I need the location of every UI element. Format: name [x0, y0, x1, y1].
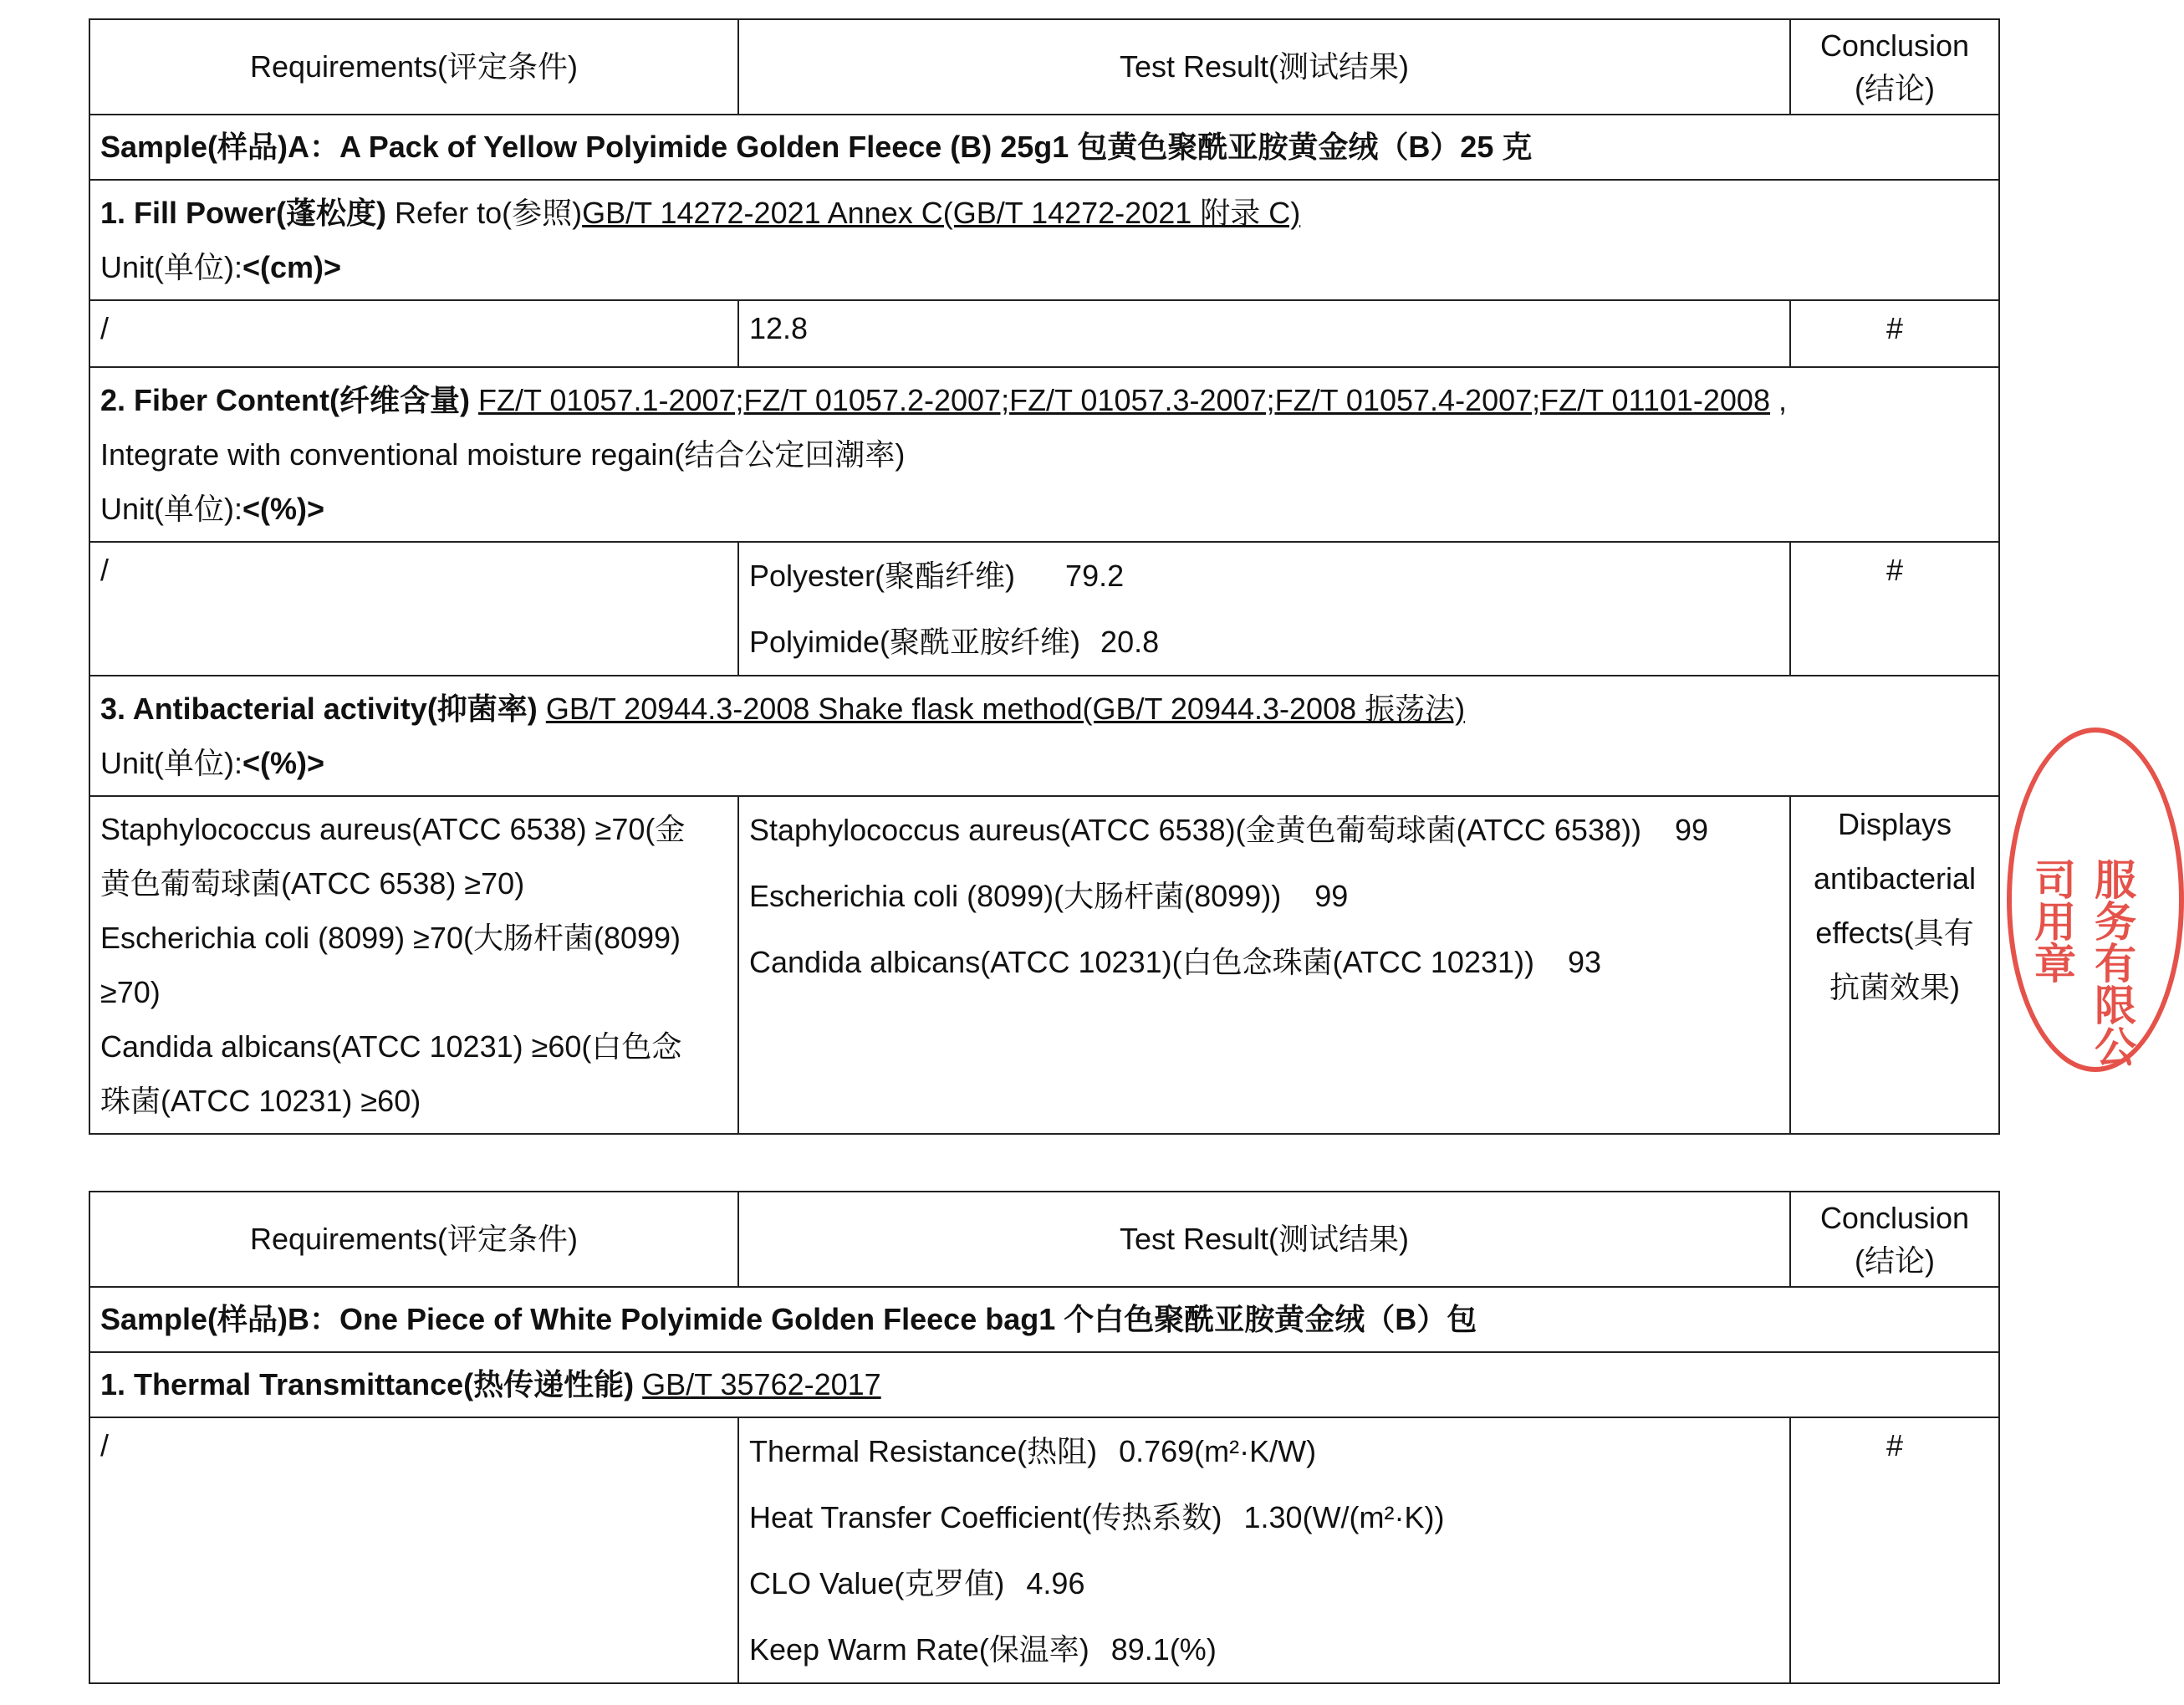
thermal-standard: GB/T 35762-2017 — [642, 1367, 881, 1401]
antibacterial-conclusion-line: 抗菌效果) — [1829, 970, 1960, 1004]
sample-a-row — [89, 115, 1999, 180]
fiber-heading — [89, 367, 1999, 542]
thermal-heading — [89, 1352, 1999, 1417]
antibacterial-req-line: 黄色葡萄球菌(ATCC 6538) ≥70) — [100, 866, 525, 901]
fiber-row — [89, 542, 1999, 676]
conclusion-header-line1: Conclusion — [1819, 1201, 1970, 1235]
antibacterial-result-value: 99 — [1674, 813, 1709, 847]
fiber-requirement: / — [89, 542, 738, 676]
thermal-section — [89, 1352, 1999, 1417]
antibacterial-section — [89, 676, 1999, 796]
fill-power-title: 1. Fill Power(蓬松度) — [100, 196, 387, 230]
thermal-result-value: 0.769(m²·K/W) — [1119, 1434, 1317, 1468]
fill-power-standard: GB/T 14272-2021 Annex C(GB/T 14272-2021 附录 C) — [582, 196, 1301, 230]
fiber-result-value: 20.8 — [1100, 625, 1160, 659]
antibacterial-req-line: Escherichia coli (8099) ≥70(大肠杆菌(8099) — [100, 921, 681, 955]
test-result-header: Test Result(测试结果) — [738, 1192, 1790, 1287]
thermal-result-value: 1.30(W/(m²·K)) — [1243, 1500, 1445, 1534]
thermal-results — [738, 1417, 1790, 1683]
thermal-result-item — [749, 1616, 1779, 1682]
fill-power-refer: Refer to(参照) — [386, 196, 583, 230]
thermal-row — [89, 1417, 1999, 1683]
requirements-header: Requirements(评定条件) — [89, 1192, 738, 1287]
fiber-title: 2. Fiber Content(纤维含量) — [100, 383, 470, 417]
fiber-conclusion: # — [1790, 542, 1999, 676]
fiber-result-item — [749, 543, 1779, 609]
antibacterial-row — [89, 796, 1999, 1134]
antibacterial-result-value: 99 — [1314, 879, 1349, 913]
antibacterial-result-value: 93 — [1568, 945, 1602, 979]
fiber-result-item — [749, 609, 1779, 675]
antibacterial-heading — [89, 676, 1999, 796]
antibacterial-result-item — [749, 929, 1779, 995]
thermal-result-value: 4.96 — [1026, 1566, 1085, 1600]
fill-power-row — [89, 300, 1999, 367]
antibacterial-conclusion-line: effects(具有 — [1815, 916, 1974, 950]
fiber-result-value: 79.2 — [1065, 559, 1125, 593]
sample-b-title: Sample(样品)B：One Piece of White Polyimide Golden Fleece bag1 个白色聚酰亚胺黄金绒（B）包 — [89, 1287, 1999, 1352]
fiber-result-label: Polyester(聚酯纤维) — [749, 559, 1016, 593]
company-seal — [2007, 727, 2184, 1072]
thermal-result-label: CLO Value(克罗值) — [749, 1566, 1005, 1600]
antibacterial-results — [738, 796, 1790, 1134]
thermal-title: 1. Thermal Transmittance(热传递性能) — [100, 1367, 635, 1401]
sample-a-table — [89, 18, 2000, 1135]
thermal-requirement: / — [89, 1417, 738, 1683]
antibacterial-standard: GB/T 20944.3-2008 Shake flask method(GB/T 20944.3-2008 振荡法) — [545, 692, 1466, 726]
antibacterial-requirements — [89, 796, 738, 1134]
antibacterial-title: 3. Antibacterial activity(抑菌率) — [100, 692, 538, 726]
seal-text: 服务有限公司用章 — [2028, 858, 2136, 1067]
fiber-standard-suffix: , — [1769, 383, 1787, 417]
fill-power-result: 12.8 — [738, 300, 1790, 367]
thermal-result-value: 89.1(%) — [1110, 1632, 1217, 1667]
thermal-result-item — [749, 1550, 1779, 1616]
fill-power-heading — [89, 180, 1999, 300]
antibacterial-req-line: 珠菌(ATCC 10231) ≥60) — [100, 1084, 421, 1118]
fiber-standard: FZ/T 01057.1-2007;FZ/T 01057.2-2007;FZ/T 01057.3-2007;FZ/T 01057.4-2007;FZ/T 01101-2008 — [478, 383, 1770, 417]
antibacterial-conclusion — [1790, 796, 1999, 1134]
thermal-conclusion: # — [1790, 1417, 1999, 1683]
conclusion-header-line2: (结论) — [1855, 1243, 1935, 1278]
sample-b-row — [89, 1287, 1999, 1352]
fill-power-conclusion: # — [1790, 300, 1999, 367]
fiber-unit-label: Unit(单位): — [100, 492, 242, 526]
thermal-result-item — [749, 1418, 1779, 1484]
antibacterial-req-line: Candida albicans(ATCC 10231) ≥60(白色念 — [100, 1029, 682, 1064]
fill-power-requirement: / — [89, 300, 738, 367]
antibacterial-unit-label: Unit(单位): — [100, 746, 242, 780]
thermal-result-label: Heat Transfer Coefficient(传热系数) — [749, 1500, 1222, 1534]
conclusion-header-line2: (结论) — [1855, 71, 1935, 105]
header-row — [89, 1192, 1999, 1287]
antibacterial-req-line: ≥70) — [100, 975, 161, 1009]
antibacterial-result-label: Escherichia coli (8099)(大肠杆菌(8099)) — [749, 879, 1282, 913]
antibacterial-result-label: Candida albicans(ATCC 10231)(白色念珠菌(ATCC 10231)) — [749, 945, 1534, 979]
header-row — [89, 19, 1999, 115]
fiber-results — [738, 542, 1790, 676]
antibacterial-req-line: Staphylococcus aureus(ATCC 6538) ≥70(金 — [100, 812, 686, 846]
conclusion-header-line1: Conclusion — [1819, 28, 1970, 63]
antibacterial-unit: <(%)> — [242, 746, 325, 780]
thermal-result-label: Thermal Resistance(热阻) — [749, 1434, 1098, 1468]
antibacterial-result-label: Staphylococcus aureus(ATCC 6538)(金黄色葡萄球菌(ATCC 6538)) — [749, 813, 1641, 847]
thermal-result-label: Keep Warm Rate(保温率) — [749, 1632, 1089, 1667]
fill-power-unit: <(cm)> — [242, 250, 342, 284]
fiber-note: Integrate with conventional moisture regain(结合公定回潮率) — [100, 437, 906, 472]
conclusion-header — [1790, 19, 1999, 115]
fill-power-unit-label: Unit(单位): — [100, 250, 242, 284]
sample-a-title: Sample(样品)A：A Pack of Yellow Polyimide Golden Fleece (B) 25g1 包黄色聚酰亚胺黄金绒（B）25 克 — [89, 115, 1999, 180]
fiber-unit: <(%)> — [242, 492, 325, 526]
fiber-section — [89, 367, 1999, 542]
antibacterial-conclusion-line: Displays — [1837, 807, 1952, 841]
test-result-header: Test Result(测试结果) — [738, 19, 1790, 115]
fiber-result-label: Polyimide(聚酰亚胺纤维) — [749, 625, 1081, 659]
antibacterial-result-item — [749, 797, 1779, 863]
sample-b-table — [89, 1191, 2000, 1684]
antibacterial-conclusion-line: antibacterial — [1813, 861, 1977, 896]
conclusion-header — [1790, 1192, 1999, 1287]
fill-power-section — [89, 180, 1999, 300]
requirements-header: Requirements(评定条件) — [89, 19, 738, 115]
thermal-result-item — [749, 1484, 1779, 1550]
antibacterial-result-item — [749, 863, 1779, 929]
